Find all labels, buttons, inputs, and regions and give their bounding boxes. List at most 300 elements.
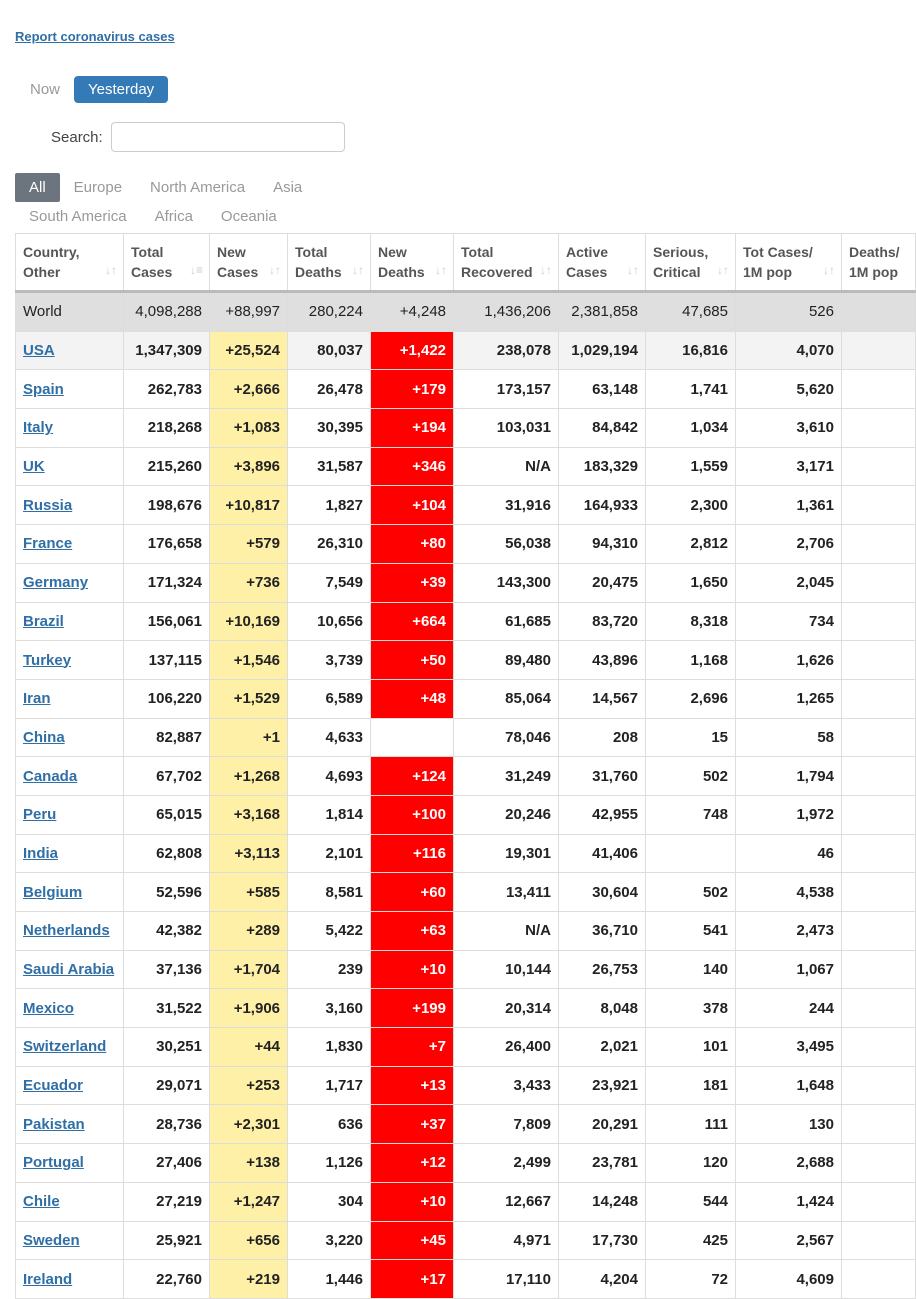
cell-active-cases: 94,310 (559, 525, 646, 564)
cell-total-deaths: 4,633 (288, 718, 371, 757)
cell-deaths-1m-pop (842, 486, 916, 525)
cell-tot-cases-1m-pop: 1,361 (736, 486, 842, 525)
cell-total-recovered: 143,300 (454, 563, 559, 602)
header-line-2: Critical (653, 264, 701, 280)
cell-new-cases: +138 (210, 1144, 288, 1183)
cell-total-cases: 1,347,309 (124, 331, 210, 370)
cell-total-recovered: 7,809 (454, 1105, 559, 1144)
sort-icon[interactable]: ↓↑ (352, 263, 364, 277)
cell-total-cases: 27,406 (124, 1144, 210, 1183)
table-row (16, 447, 916, 486)
cell-new-cases: +219 (210, 1260, 288, 1299)
cell-total-deaths: 1,830 (288, 1028, 371, 1067)
cell-active-cases: 23,781 (559, 1144, 646, 1183)
header-line-1: New (217, 244, 246, 260)
cell-new-cases: +1,546 (210, 641, 288, 680)
cell-total-deaths: 26,310 (288, 525, 371, 564)
cell-new-cases: +3,896 (210, 447, 288, 486)
table-row (16, 370, 916, 409)
cell-total-cases: 262,783 (124, 370, 210, 409)
country-link[interactable]: China (23, 728, 65, 746)
cell-active-cases: 20,291 (559, 1105, 646, 1144)
cell-country-other (16, 447, 124, 486)
cell-total-deaths: 2,101 (288, 834, 371, 873)
cell-total-deaths: 4,693 (288, 757, 371, 796)
cell-total-deaths: 304 (288, 1182, 371, 1221)
cell-deaths-1m-pop (842, 989, 916, 1028)
cell-active-cases: 208 (559, 718, 646, 757)
cell-deaths-1m-pop (842, 1028, 916, 1067)
cell-tot-cases-1m-pop: 1,626 (736, 641, 842, 680)
country-link[interactable]: Russia (23, 496, 73, 514)
cell-total-recovered: 19,301 (454, 834, 559, 873)
cell-deaths-1m-pop (842, 409, 916, 448)
table-row (16, 641, 916, 680)
cell-total-deaths: 5,422 (288, 912, 371, 951)
cell-total-recovered: 85,064 (454, 679, 559, 718)
cell-total-deaths: 26,478 (288, 370, 371, 409)
cell-tot-cases-1m-pop: 3,610 (736, 409, 842, 448)
cell-total-deaths: 80,037 (288, 331, 371, 370)
cell-country-other (16, 718, 124, 757)
cell-new-cases: +88,997 (210, 292, 288, 332)
country-link[interactable]: Peru (23, 806, 57, 824)
cell-total-cases: 29,071 (124, 1066, 210, 1105)
cell-total-deaths: 239 (288, 950, 371, 989)
cell-deaths-1m-pop (842, 1221, 916, 1260)
country-link[interactable]: Chile (23, 1193, 60, 1211)
cell-total-recovered: 103,031 (454, 409, 559, 448)
cell-total-deaths: 3,739 (288, 641, 371, 680)
header-line-1: Total (131, 244, 164, 260)
cell-deaths-1m-pop (842, 795, 916, 834)
cell-active-cases: 41,406 (559, 834, 646, 873)
cell-deaths-1m-pop (842, 1105, 916, 1144)
cell-new-deaths: +124 (371, 757, 454, 796)
cell-total-recovered: 20,314 (454, 989, 559, 1028)
cell-active-cases: 42,955 (559, 795, 646, 834)
column-header[interactable] (559, 234, 646, 292)
cell-total-deaths: 1,814 (288, 795, 371, 834)
cell-new-cases: +736 (210, 563, 288, 602)
cell-total-recovered: N/A (454, 447, 559, 486)
table-row (16, 757, 916, 796)
cell-total-recovered: 31,916 (454, 486, 559, 525)
cell-total-cases: 65,015 (124, 795, 210, 834)
cell-tot-cases-1m-pop: 244 (736, 989, 842, 1028)
cell-active-cases: 23,921 (559, 1066, 646, 1105)
cell-country-other (16, 873, 124, 912)
table-row (16, 873, 916, 912)
sort-desc-icon[interactable]: ↓≡ (189, 263, 203, 277)
header-line-1: Tot Cases/ (743, 244, 813, 260)
header-line-2: Deaths (295, 264, 342, 280)
region-tab-europe[interactable]: Europe (73, 179, 123, 196)
country-link[interactable]: Portugal (23, 1154, 84, 1172)
cell-country-other (16, 331, 124, 370)
cell-serious-critical: 111 (646, 1105, 736, 1144)
region-tab-asia[interactable]: Asia (273, 179, 303, 196)
cell-new-cases: +656 (210, 1221, 288, 1260)
cell-tot-cases-1m-pop: 5,620 (736, 370, 842, 409)
country-link[interactable]: Turkey (23, 651, 72, 669)
cell-total-cases: 25,921 (124, 1221, 210, 1260)
cell-new-deaths: +17 (371, 1260, 454, 1299)
cell-total-recovered: 78,046 (454, 718, 559, 757)
cell-total-cases: 28,736 (124, 1105, 210, 1144)
region-tab-south-america[interactable]: South America (29, 208, 127, 225)
coronavirus-table (15, 233, 916, 1299)
table-row (16, 525, 916, 564)
cell-total-recovered: 61,685 (454, 602, 559, 641)
column-header[interactable] (210, 234, 288, 292)
sort-icon[interactable]: ↓↑ (105, 263, 117, 277)
sort-icon[interactable]: ↓↑ (269, 263, 281, 277)
region-tab-africa[interactable]: Africa (154, 208, 193, 225)
cell-deaths-1m-pop (842, 679, 916, 718)
cell-serious-critical: 544 (646, 1182, 736, 1221)
cell-total-cases: 22,760 (124, 1260, 210, 1299)
cell-serious-critical: 140 (646, 950, 736, 989)
cell-serious-critical: 2,696 (646, 679, 736, 718)
cell-active-cases: 2,021 (559, 1028, 646, 1067)
cell-new-cases: +579 (210, 525, 288, 564)
cell-total-cases: 156,061 (124, 602, 210, 641)
country-link[interactable]: Ecuador (23, 1077, 84, 1095)
cell-deaths-1m-pop (842, 950, 916, 989)
cell-total-deaths: 3,160 (288, 989, 371, 1028)
column-header[interactable] (454, 234, 559, 292)
cell-total-deaths: 636 (288, 1105, 371, 1144)
cell-total-recovered: 173,157 (454, 370, 559, 409)
header-line-2: 1M pop (849, 264, 898, 280)
cell-total-recovered: 26,400 (454, 1028, 559, 1067)
cell-deaths-1m-pop (842, 447, 916, 486)
sort-icon[interactable]: ↓↑ (627, 263, 639, 277)
cell-total-cases: 218,268 (124, 409, 210, 448)
cell-new-deaths: +80 (371, 525, 454, 564)
region-tab-all[interactable]: All (15, 173, 60, 202)
cell-country-other (16, 989, 124, 1028)
cell-new-deaths: +116 (371, 834, 454, 873)
cell-new-deaths: +12 (371, 1144, 454, 1183)
cell-total-recovered: 17,110 (454, 1260, 559, 1299)
cell-tot-cases-1m-pop: 1,794 (736, 757, 842, 796)
region-tabs (15, 173, 345, 231)
cell-country-other (16, 525, 124, 564)
header-line-1: Total (461, 244, 494, 260)
header-line-2: Recovered (461, 264, 533, 280)
cell-total-deaths: 7,549 (288, 563, 371, 602)
cell-total-recovered: 2,499 (454, 1144, 559, 1183)
country-link[interactable]: India (23, 844, 59, 862)
cell-total-cases: 52,596 (124, 873, 210, 912)
cell-new-cases: +1,268 (210, 757, 288, 796)
cell-serious-critical (646, 834, 736, 873)
cell-active-cases: 14,567 (559, 679, 646, 718)
cell-country-other (16, 563, 124, 602)
country-link[interactable]: Spain (23, 380, 64, 398)
cell-total-deaths: 1,126 (288, 1144, 371, 1183)
search-label: Search: (51, 128, 103, 146)
sort-icon[interactable]: ↓↑ (717, 263, 729, 277)
cell-country-other (16, 1182, 124, 1221)
table-row (16, 1221, 916, 1260)
cell-total-deaths: 10,656 (288, 602, 371, 641)
cell-new-cases: +25,524 (210, 331, 288, 370)
cell-serious-critical: 101 (646, 1028, 736, 1067)
cell-tot-cases-1m-pop: 1,424 (736, 1182, 842, 1221)
cell-new-deaths: +199 (371, 989, 454, 1028)
column-header[interactable] (288, 234, 371, 292)
cell-total-deaths: 1,717 (288, 1066, 371, 1105)
cell-deaths-1m-pop (842, 602, 916, 641)
table-row (16, 912, 916, 951)
cell-country-other: World (16, 292, 124, 332)
cell-country-other (16, 1028, 124, 1067)
cell-total-recovered: 238,078 (454, 331, 559, 370)
table-row (16, 1260, 916, 1299)
cell-deaths-1m-pop (842, 718, 916, 757)
cell-total-cases: 31,522 (124, 989, 210, 1028)
country-link[interactable]: Mexico (23, 999, 74, 1017)
table-row (16, 486, 916, 525)
cell-deaths-1m-pop (842, 1260, 916, 1299)
cell-active-cases: 26,753 (559, 950, 646, 989)
header-line-1: New (378, 244, 407, 260)
cell-new-cases: +2,301 (210, 1105, 288, 1144)
cell-total-recovered: 10,144 (454, 950, 559, 989)
cell-total-recovered: 20,246 (454, 795, 559, 834)
cell-tot-cases-1m-pop: 2,567 (736, 1221, 842, 1260)
cell-country-other (16, 679, 124, 718)
cell-serious-critical: 502 (646, 873, 736, 912)
cell-serious-critical: 502 (646, 757, 736, 796)
country-link[interactable]: Brazil (23, 612, 64, 630)
country-link[interactable]: Italy (23, 419, 54, 437)
table-row (16, 331, 916, 370)
sort-icon[interactable]: ↓↑ (823, 263, 835, 277)
country-link[interactable]: Saudi Arabia (23, 961, 115, 979)
cell-country-other (16, 602, 124, 641)
cell-active-cases: 36,710 (559, 912, 646, 951)
cell-total-deaths: 1,827 (288, 486, 371, 525)
country-link[interactable]: Ireland (23, 1270, 73, 1288)
cell-total-cases: 4,098,288 (124, 292, 210, 332)
cell-active-cases: 164,933 (559, 486, 646, 525)
cell-serious-critical: 72 (646, 1260, 736, 1299)
cell-new-deaths: +194 (371, 409, 454, 448)
tab-yesterday[interactable]: Yesterday (74, 76, 168, 103)
cell-total-deaths: 6,589 (288, 679, 371, 718)
report-cases-link[interactable]: Report coronavirus cases (15, 29, 175, 44)
column-header[interactable] (124, 234, 210, 292)
cell-deaths-1m-pop (842, 525, 916, 564)
column-header[interactable] (16, 234, 124, 292)
cell-tot-cases-1m-pop: 2,473 (736, 912, 842, 951)
cell-deaths-1m-pop (842, 834, 916, 873)
cell-active-cases: 31,760 (559, 757, 646, 796)
cell-serious-critical: 1,559 (646, 447, 736, 486)
cell-new-cases: +3,113 (210, 834, 288, 873)
cell-active-cases: 4,204 (559, 1260, 646, 1299)
cell-country-other (16, 1260, 124, 1299)
day-tabs (16, 76, 168, 103)
cell-country-other (16, 486, 124, 525)
cell-tot-cases-1m-pop: 3,495 (736, 1028, 842, 1067)
cell-total-cases: 198,676 (124, 486, 210, 525)
header-line-1: Total (295, 244, 328, 260)
cell-total-deaths: 8,581 (288, 873, 371, 912)
cell-new-deaths: +104 (371, 486, 454, 525)
table-row (16, 1105, 916, 1144)
region-tab-oceania[interactable]: Oceania (220, 208, 277, 225)
cell-serious-critical: 1,650 (646, 563, 736, 602)
cell-total-cases: 67,702 (124, 757, 210, 796)
cell-serious-critical: 378 (646, 989, 736, 1028)
region-tab-north-america[interactable]: North America (150, 179, 246, 196)
column-header[interactable] (646, 234, 736, 292)
cell-new-deaths: +50 (371, 641, 454, 680)
table-row (16, 602, 916, 641)
cell-active-cases: 63,148 (559, 370, 646, 409)
cell-tot-cases-1m-pop: 1,265 (736, 679, 842, 718)
cell-total-cases: 171,324 (124, 563, 210, 602)
cell-new-deaths: +664 (371, 602, 454, 641)
cell-country-other (16, 757, 124, 796)
cell-country-other (16, 1221, 124, 1260)
table-row (16, 989, 916, 1028)
cell-new-cases: +1,704 (210, 950, 288, 989)
cell-country-other (16, 1105, 124, 1144)
cell-tot-cases-1m-pop: 2,706 (736, 525, 842, 564)
cell-tot-cases-1m-pop: 2,045 (736, 563, 842, 602)
country-link[interactable]: Iran (23, 690, 51, 708)
table-row (16, 950, 916, 989)
cell-serious-critical: 748 (646, 795, 736, 834)
cell-new-cases: +3,168 (210, 795, 288, 834)
cell-deaths-1m-pop (842, 1144, 916, 1183)
cell-active-cases: 1,029,194 (559, 331, 646, 370)
header-line-1: Serious, (653, 244, 709, 260)
table-row (16, 834, 916, 873)
cell-country-other (16, 795, 124, 834)
table-row (16, 1066, 916, 1105)
cell-new-deaths: +37 (371, 1105, 454, 1144)
cell-tot-cases-1m-pop: 1,972 (736, 795, 842, 834)
cell-new-deaths: +63 (371, 912, 454, 951)
cell-new-cases: +10,817 (210, 486, 288, 525)
cell-new-deaths: +346 (371, 447, 454, 486)
cell-total-recovered: 12,667 (454, 1182, 559, 1221)
country-link[interactable]: Canada (23, 767, 78, 785)
cell-total-cases: 82,887 (124, 718, 210, 757)
cell-new-cases: +44 (210, 1028, 288, 1067)
cell-total-cases: 176,658 (124, 525, 210, 564)
cell-serious-critical: 1,168 (646, 641, 736, 680)
cell-serious-critical: 16,816 (646, 331, 736, 370)
country-link[interactable]: Pakistan (23, 1115, 85, 1133)
cell-tot-cases-1m-pop: 1,648 (736, 1066, 842, 1105)
cell-deaths-1m-pop (842, 331, 916, 370)
cell-total-recovered: 4,971 (454, 1221, 559, 1260)
country-link[interactable]: USA (23, 342, 55, 360)
column-header[interactable] (736, 234, 842, 292)
cell-tot-cases-1m-pop: 4,538 (736, 873, 842, 912)
table-row (16, 1182, 916, 1221)
sort-icon[interactable]: ↓↑ (435, 263, 447, 277)
header-line-2: Deaths (378, 264, 425, 280)
cell-tot-cases-1m-pop: 46 (736, 834, 842, 873)
header-line-2: Other (23, 264, 61, 280)
cell-new-deaths: +13 (371, 1066, 454, 1105)
header-line-1: Country, (23, 244, 80, 260)
cell-total-recovered: 13,411 (454, 873, 559, 912)
cell-new-cases: +10,169 (210, 602, 288, 641)
cell-tot-cases-1m-pop: 58 (736, 718, 842, 757)
column-header[interactable] (371, 234, 454, 292)
country-link[interactable]: Switzerland (23, 1038, 107, 1056)
tab-now[interactable]: Now (30, 81, 61, 98)
column-header[interactable] (842, 234, 916, 292)
country-link[interactable]: Belgium (23, 883, 83, 901)
cell-deaths-1m-pop (842, 873, 916, 912)
cell-country-other (16, 641, 124, 680)
country-link[interactable]: Netherlands (23, 922, 110, 940)
country-link[interactable]: France (23, 535, 73, 553)
cell-new-deaths: +39 (371, 563, 454, 602)
cell-new-deaths: +10 (371, 1182, 454, 1221)
table-header (16, 234, 916, 292)
cell-country-other (16, 912, 124, 951)
cell-active-cases: 30,604 (559, 873, 646, 912)
cell-country-other (16, 370, 124, 409)
cell-total-cases: 37,136 (124, 950, 210, 989)
cell-total-cases: 215,260 (124, 447, 210, 486)
sort-icon[interactable]: ↓↑ (540, 263, 552, 277)
cell-tot-cases-1m-pop: 130 (736, 1105, 842, 1144)
cell-serious-critical: 120 (646, 1144, 736, 1183)
cell-new-deaths: +10 (371, 950, 454, 989)
cell-active-cases: 17,730 (559, 1221, 646, 1260)
cell-deaths-1m-pop (842, 370, 916, 409)
cell-total-cases: 62,808 (124, 834, 210, 873)
header-line-2: 1M pop (743, 264, 792, 280)
cell-new-cases: +585 (210, 873, 288, 912)
cell-new-cases: +1 (210, 718, 288, 757)
table-row (16, 679, 916, 718)
cell-new-deaths: +48 (371, 679, 454, 718)
cell-country-other (16, 1144, 124, 1183)
cell-country-other (16, 409, 124, 448)
header-line-2: Cases (131, 264, 173, 280)
cell-deaths-1m-pop (842, 1182, 916, 1221)
search-input[interactable] (111, 122, 345, 152)
cell-total-deaths: 1,446 (288, 1260, 371, 1299)
table-row (16, 1028, 916, 1067)
cell-deaths-1m-pop (842, 912, 916, 951)
cell-deaths-1m-pop (842, 1066, 916, 1105)
country-link[interactable]: UK (23, 458, 45, 476)
cell-serious-critical: 2,300 (646, 486, 736, 525)
cell-new-deaths: +45 (371, 1221, 454, 1260)
cell-total-recovered: 3,433 (454, 1066, 559, 1105)
country-link[interactable]: Germany (23, 574, 89, 592)
country-link[interactable]: Sweden (23, 1231, 80, 1249)
cell-total-recovered: 56,038 (454, 525, 559, 564)
cell-new-cases: +253 (210, 1066, 288, 1105)
cell-new-cases: +1,529 (210, 679, 288, 718)
